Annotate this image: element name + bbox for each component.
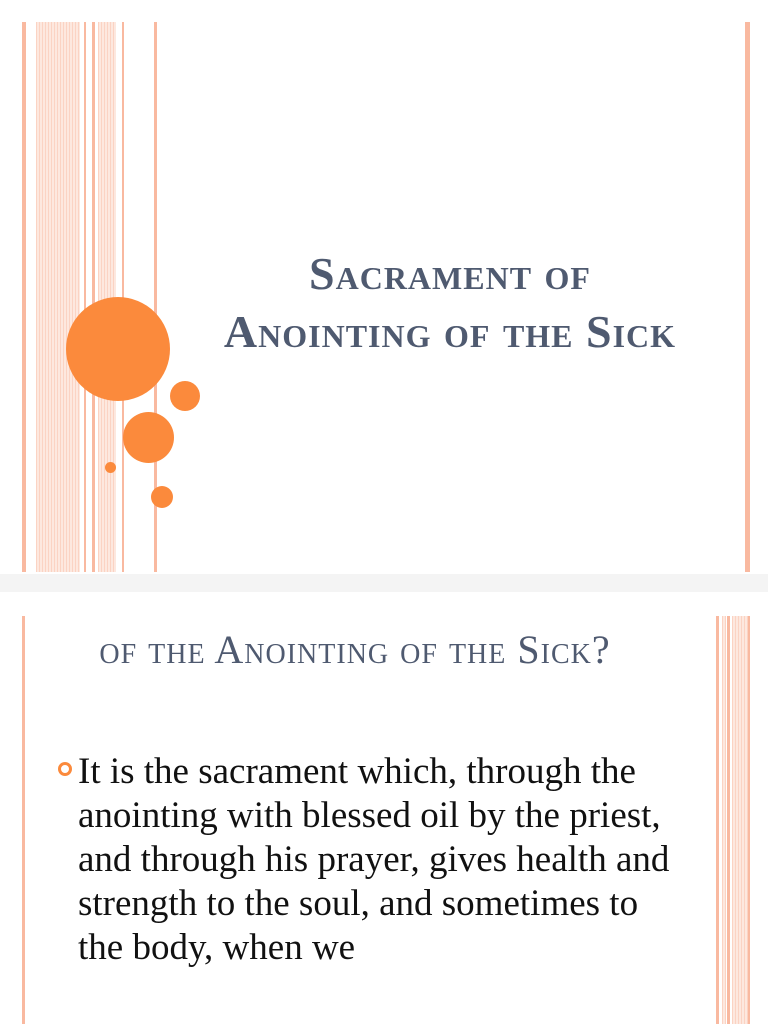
tiny-orange-circle — [105, 462, 116, 473]
right-stripe-decoration — [743, 22, 753, 572]
bullet-list — [58, 750, 678, 970]
medium-orange-circle — [123, 412, 174, 463]
slide-title-text: Sacrament of Anointing of the Sick — [223, 248, 677, 357]
left-stripe-decoration — [22, 22, 158, 572]
slide-divider — [0, 574, 768, 592]
list-item — [58, 750, 678, 970]
slide-definition — [0, 592, 768, 1024]
small-orange-circle-bottom — [151, 486, 173, 508]
left-stripe-decoration — [22, 616, 26, 1024]
right-stripe-decoration — [716, 616, 752, 1024]
slide-heading: of the Anointing of the Sick? — [99, 627, 611, 672]
ring-bullet-icon — [58, 762, 72, 776]
small-orange-circle — [170, 381, 200, 411]
bullet-text: It is the sacrament which, through the anointing with blessed oil by the priest, and through his prayer, gives health and strength to the soul, and sometimes to the body, when we — [78, 751, 670, 968]
large-orange-circle — [66, 297, 170, 401]
